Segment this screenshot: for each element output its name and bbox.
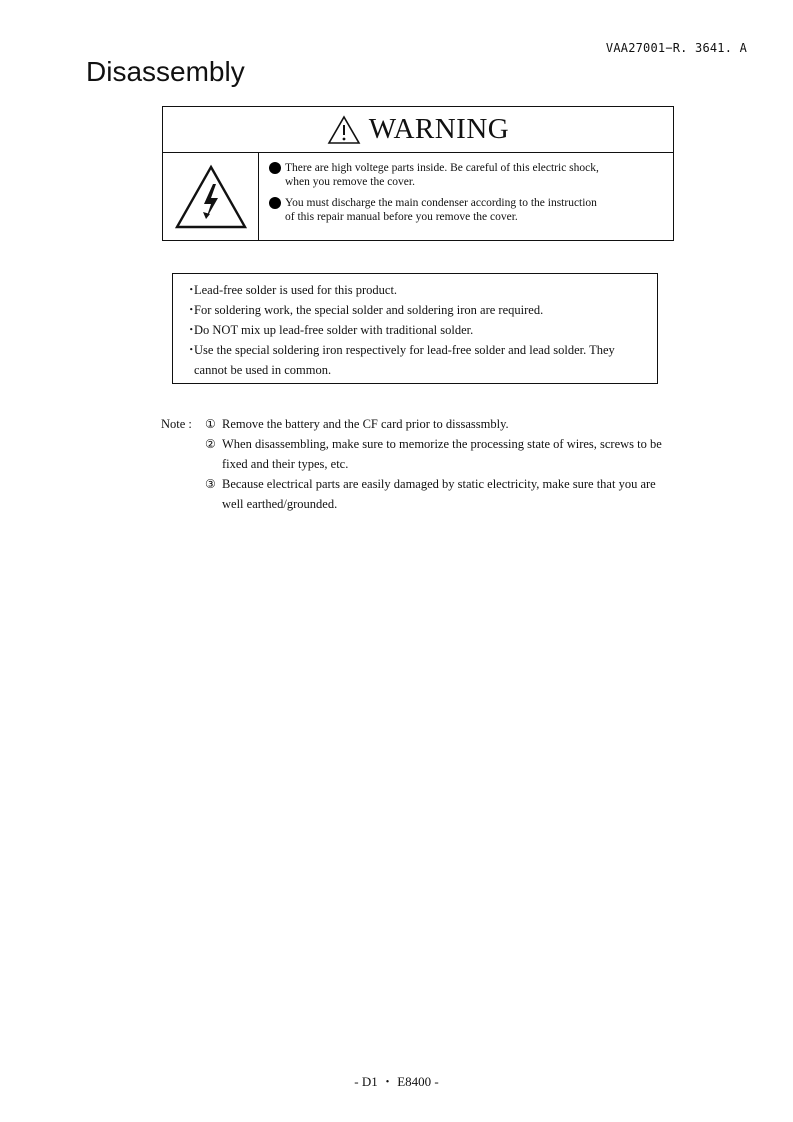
note-item bbox=[205, 434, 675, 474]
warning-title: WARNING bbox=[368, 113, 510, 145]
note-number: ① bbox=[205, 417, 216, 431]
solder-notice-text: Lead-free solder is used for this product. bbox=[194, 283, 398, 297]
list-item bbox=[185, 340, 647, 380]
bullet: ・ bbox=[185, 343, 198, 357]
note-item bbox=[205, 414, 675, 434]
notes-section bbox=[161, 414, 675, 514]
note-item bbox=[205, 474, 675, 514]
list-item bbox=[185, 280, 647, 300]
warning-item-line: You must discharge the main condenser according to the instruction bbox=[285, 197, 597, 209]
solder-notice-text: Use the special soldering iron respectively for lead-free solder and lead solder. They cannot be used in common. bbox=[194, 343, 615, 377]
warning-triangle-icon bbox=[327, 115, 361, 145]
list-item bbox=[185, 320, 647, 340]
warning-header bbox=[163, 107, 673, 153]
warning-item-line: when you remove the cover. bbox=[285, 176, 415, 188]
warning-item-line: There are high voltege parts inside. Be careful of this electric shock, bbox=[285, 162, 599, 174]
list-item bbox=[185, 300, 647, 320]
warning-item-line: of this repair manual before you remove the cover. bbox=[285, 211, 518, 223]
note-text: Because electrical parts are easily damaged by static electricity, make sure that you are well earthed/grounded. bbox=[222, 477, 656, 511]
black-dot-bullet-icon bbox=[269, 162, 281, 174]
note-number: ③ bbox=[205, 477, 216, 491]
shock-cell bbox=[163, 153, 259, 241]
note-label: Note : bbox=[161, 417, 192, 431]
solder-notice-text: For soldering work, the special solder and soldering iron are required. bbox=[194, 303, 544, 317]
warning-box bbox=[162, 106, 674, 241]
document-code: VAA27001−R. 3641. A bbox=[605, 41, 747, 55]
page-title: Disassembly bbox=[86, 56, 245, 87]
warning-item bbox=[269, 161, 599, 189]
note-number: ② bbox=[205, 437, 216, 451]
warning-items bbox=[259, 153, 599, 241]
note-text: When disassembling, make sure to memorize the processing state of wires, screws to be fixed and their types, etc. bbox=[222, 437, 662, 471]
bullet: ・ bbox=[185, 303, 198, 317]
warning-item bbox=[269, 196, 599, 224]
bullet: ・ bbox=[185, 283, 198, 297]
black-dot-bullet-icon bbox=[269, 197, 281, 209]
solder-notice-text: Do NOT mix up lead-free solder with traditional solder. bbox=[194, 323, 474, 337]
page-footer: - D1 ・ E8400 - bbox=[354, 1074, 439, 1089]
solder-notice-box bbox=[172, 273, 658, 384]
note-text: Remove the battery and the CF card prior to dissassmbly. bbox=[222, 417, 509, 431]
electric-shock-icon bbox=[174, 164, 248, 230]
bullet: ・ bbox=[185, 323, 198, 337]
